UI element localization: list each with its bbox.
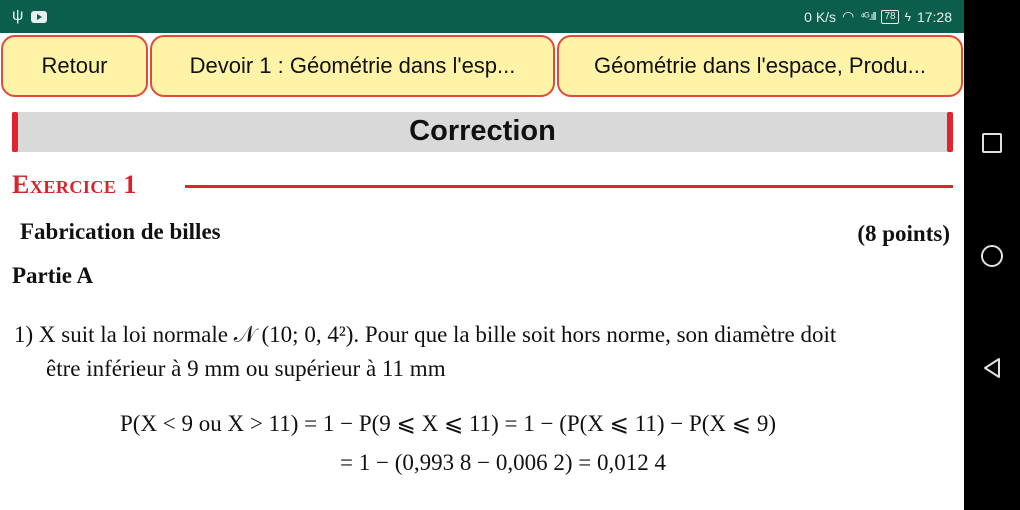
question-1-line-2: être inférieur à 9 mm ou supérieur à 11 mm [46, 356, 446, 381]
status-bar [0, 0, 964, 33]
navigation-bar [964, 0, 1020, 510]
back-button-label: Retour [41, 53, 108, 78]
section-title: Correction [409, 115, 556, 147]
recents-button[interactable] [980, 131, 1004, 155]
back-button[interactable] [1, 35, 148, 97]
question-1-line-1: 1) X suit la loi normale 𝒩 (10; 0, 4²). Pour que la bille soit hors norme, son diamètre doit [14, 322, 837, 347]
geometry-button[interactable] [557, 35, 963, 97]
home-button[interactable] [980, 244, 1004, 268]
section-header [12, 112, 953, 152]
wifi-icon: ◠ [842, 8, 855, 24]
geometry-button-label: Géométrie dans l'espace, Produ... [594, 53, 926, 78]
circle-icon [981, 245, 1003, 267]
status-left [12, 7, 47, 25]
devoir-button-label: Devoir 1 : Géométrie dans l'esp... [189, 53, 516, 78]
usb-icon: ψ [12, 7, 24, 24]
triangle-back-icon [980, 356, 1004, 380]
status-right [804, 8, 952, 25]
battery-icon: 78 [881, 10, 898, 24]
charging-icon: ϟ [904, 9, 911, 24]
clock: 17:28 [916, 8, 952, 25]
exercise-divider [185, 185, 953, 188]
system-back-button[interactable] [980, 356, 1004, 380]
equation-line-1: P(X < 9 ou X > 11) = 1 − P(9 ⩽ X ⩽ 11) = 1 − (P(X ⩽ 11) − P(X ⩽ 9) [120, 411, 776, 436]
part-heading: Partie A [12, 263, 94, 288]
devoir-button[interactable] [150, 35, 555, 97]
youtube-icon [31, 11, 47, 23]
signal-icon: ⁴ᴳ.ıll [860, 10, 876, 23]
square-icon [982, 133, 1002, 153]
exercise-subtitle: Fabrication de billes [20, 219, 221, 244]
exercise-points: (8 points) [857, 221, 950, 246]
exercise-title: Exercice 1 [12, 170, 137, 199]
net-speed: 0 K/s [804, 8, 837, 25]
equation-line-2: = 1 − (0,993 8 − 0,006 2) = 0,012 4 [340, 450, 666, 475]
